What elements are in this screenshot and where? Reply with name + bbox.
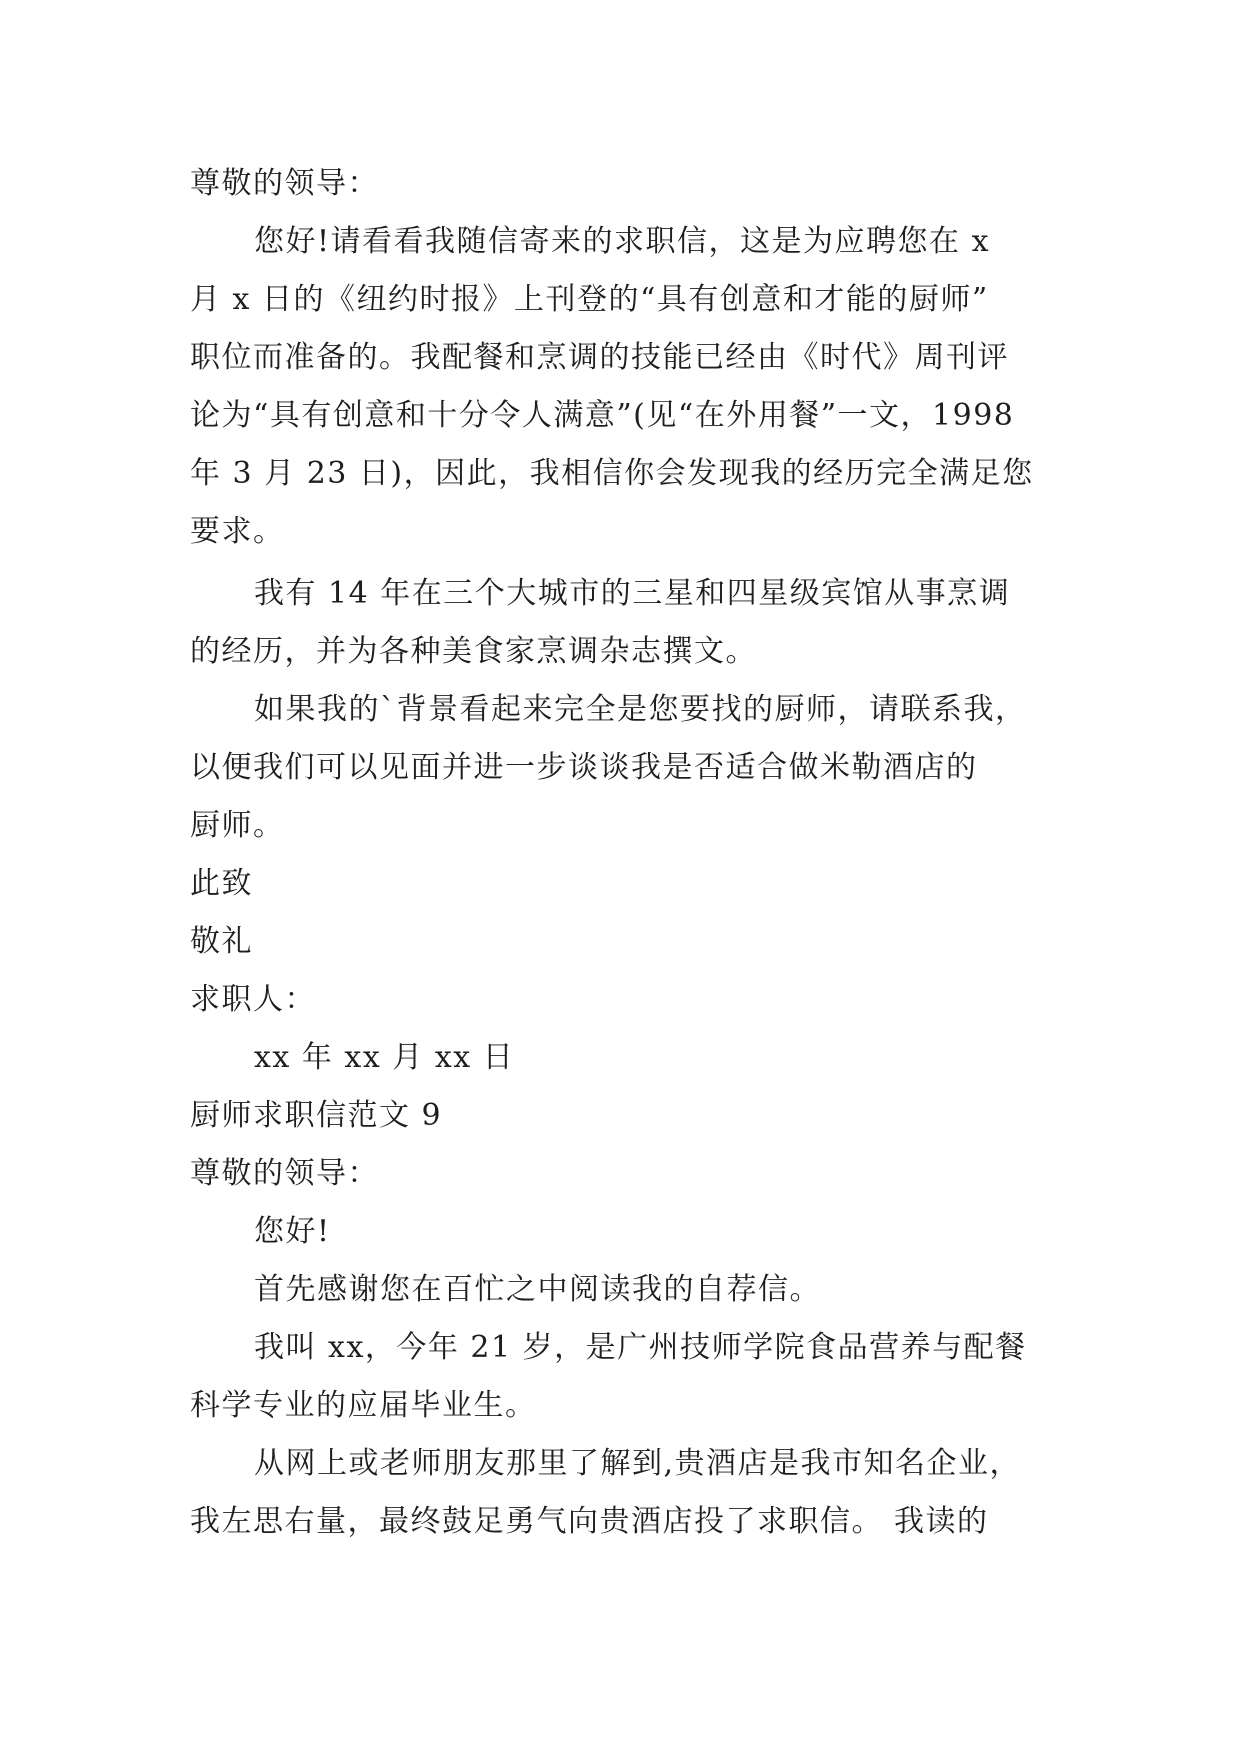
paragraph-line: 月 x 日的《纽约时报》上刊登的“具有创意和才能的厨师” xyxy=(190,282,989,317)
paragraph-line: 首先感谢您在百忙之中阅读我的自荐信。 xyxy=(254,1272,821,1307)
paragraph-line: 我左思右量，最终鼓足勇气向贵酒店投了求职信。 我读的 xyxy=(190,1504,989,1539)
salutation: 尊敬的领导： xyxy=(190,1156,379,1191)
paragraph-line: 要求。 xyxy=(190,514,285,549)
paragraph-line: 您好!请看看我随信寄来的求职信，这是为应聘您在 x xyxy=(254,224,991,259)
salutation: 尊敬的领导： xyxy=(190,166,379,201)
paragraph-line: 我叫 xx，今年 21 岁，是广州技师学院食品营养与配餐 xyxy=(254,1330,1027,1365)
paragraph-line: 以便我们可以见面并进一步谈谈我是否适合做米勒酒店的 xyxy=(190,750,978,785)
paragraph-line: 科学专业的应届毕业生。 xyxy=(190,1388,537,1423)
closing-line: 敬礼 xyxy=(190,924,253,959)
date-line: xx 年 xx 月 xx 日 xyxy=(254,1040,515,1075)
paragraph-line: 厨师。 xyxy=(190,808,285,843)
paragraph-line: 职位而准备的。我配餐和烹调的技能已经由《时代》周刊评 xyxy=(190,340,1009,375)
signature-label: 求职人： xyxy=(190,982,316,1017)
section-title: 厨师求职信范文 9 xyxy=(190,1098,443,1133)
letter-body xyxy=(190,155,1050,1551)
paragraph-line: 我有 14 年在三个大城市的三星和四星级宾馆从事烹调 xyxy=(254,576,1011,611)
paragraph-line: 如果我的`背景看起来完全是您要找的厨师，请联系我， xyxy=(254,692,1027,727)
paragraph-line: 论为“具有创意和十分令人满意”(见“在外用餐”一文，1998 xyxy=(190,398,1015,433)
closing-line: 此致 xyxy=(190,866,253,901)
paragraph-line: 的经历，并为各种美食家烹调杂志撰文。 xyxy=(190,634,757,669)
greeting-line: 您好! xyxy=(254,1214,331,1249)
paragraph-line: 年 3 月 23 日)，因此，我相信你会发现我的经历完全满足您 xyxy=(190,456,1034,491)
paragraph-line: 从网上或老师朋友那里了解到,贵酒店是我市知名企业， xyxy=(254,1446,1022,1481)
